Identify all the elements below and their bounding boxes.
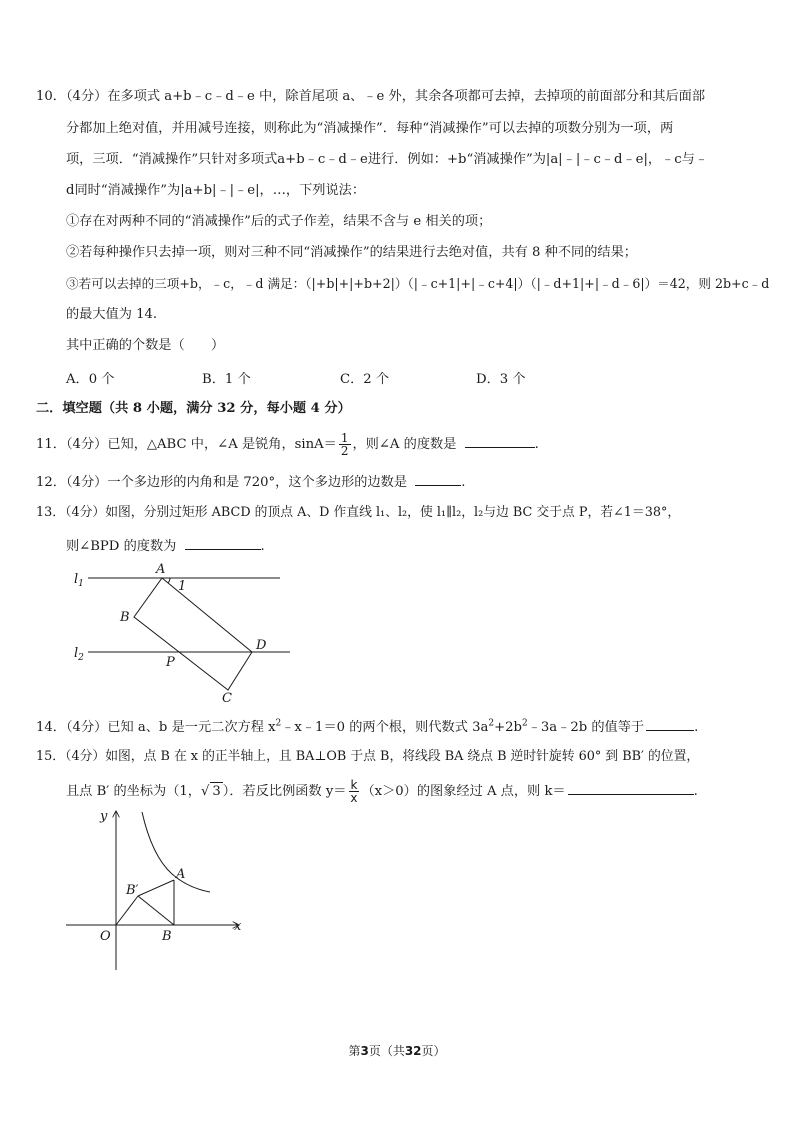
q14-line <box>36 716 698 737</box>
q15-text-mid: ）．若反比例函数 y＝ <box>222 784 347 799</box>
label-x-axis: x <box>234 919 242 934</box>
q10-question: 其中正确的个数是（ ） <box>66 338 225 353</box>
q12-text: 12．（4分）一个多边形的内角和是 720°，这个多边形的边数是 <box>36 475 408 490</box>
section-heading-fill-in: 二．填空题（共 8 小题，满分 32 分，每小题 4 分） <box>36 401 351 416</box>
segment-b-prime-b <box>138 896 174 925</box>
label-l1: $l_1$ <box>74 572 84 589</box>
q13-line-2 <box>66 535 265 556</box>
q13-figure <box>70 562 300 704</box>
q11-text-post: ，则∠A 的度数是 <box>352 437 457 452</box>
label-y-axis: y <box>100 809 108 824</box>
segment-ob-prime <box>116 896 138 925</box>
q14-text-mid2: +2b <box>494 720 522 735</box>
footer-page-number: 3 <box>360 1044 369 1058</box>
sqrt-symbol: √ <box>200 784 210 799</box>
q15-answer-blank[interactable] <box>568 780 694 795</box>
label-b: B <box>120 610 130 625</box>
rectangle-abcd <box>134 578 252 690</box>
label-d: D <box>256 638 267 653</box>
q11-line <box>36 432 539 457</box>
q10-line-4: d同时“消减操作”为|a+b|﹣|﹣e|，…，下列说法： <box>66 183 366 198</box>
label-c: C <box>222 691 232 704</box>
q15-line-1: 15．（4分）如图，点 B 在 x 的正半轴上，且 BA⊥OB 于点 B，将线段 BA 绕点 B 逆时针旋转 60° 到 BB′ 的位置， <box>36 749 700 764</box>
q15-fraction-numerator: k <box>350 778 358 792</box>
footer-post: 页） <box>421 1044 446 1058</box>
q12-period: . <box>461 475 466 490</box>
choice-b[interactable]: B．1 个 <box>202 372 251 387</box>
q14-exponent-1: 2 <box>275 718 282 729</box>
q11-fraction <box>339 432 351 457</box>
q13-period: . <box>260 539 265 554</box>
q11-fraction-numerator: 1 <box>340 431 349 445</box>
q15-fraction <box>349 779 360 804</box>
q10-line-1: 10．（4分）在多项式 a+b﹣c﹣d﹣e 中，除首尾项 a、﹣e 外，其余各项都可去掉，去掉项的前面部分和其后面部 <box>36 89 706 104</box>
q14-exponent-2: 2 <box>488 718 495 729</box>
q13-text: 则∠BPD 的度数为 <box>66 539 177 554</box>
q13-answer-blank[interactable] <box>185 535 261 550</box>
q12-line <box>36 471 465 492</box>
q13-line-1: 13．（4分）如图，分别过矩形 ABCD 的顶点 A、D 作直线 l₁、l₂，使 l₁∥l₂，l₂与边 BC 交于点 P，若∠1＝38°， <box>36 505 681 520</box>
page-footer <box>0 1042 794 1059</box>
q15-fraction-denominator: x <box>350 791 358 805</box>
q11-period: . <box>534 437 539 452</box>
q15-text-pre: 且点 B′ 的坐标为（1， <box>66 784 201 799</box>
q15-figure <box>60 804 260 976</box>
q11-text: 11．（4分）已知，△ABC 中，∠A 是锐角，sinA＝ <box>36 437 337 452</box>
choice-d[interactable]: D．3 个 <box>476 372 526 387</box>
label-p: P <box>166 655 175 670</box>
q10-statement-3: ③若可以去掉的三项+b，﹣c，﹣d 满足：（|+b|+|+b+2|）（|﹣c+1|+|﹣c+4|）（|﹣d+1|+|﹣d﹣6|）＝42，则 2b+c﹣d <box>66 276 770 291</box>
q14-exponent-3: 2 <box>521 718 528 729</box>
q15-line-2 <box>66 779 698 804</box>
q15-sqrt-radicand: 3 <box>212 784 221 799</box>
q10-statement-1: ①存在对两种不同的“消减操作”后的式子作差，结果不含与 e 相关的项； <box>66 214 492 229</box>
choice-c[interactable]: C．2 个 <box>340 372 390 387</box>
q11-fraction-denominator: 2 <box>340 444 349 458</box>
q10-statement-3-cont: 的最大值为 14. <box>66 307 158 322</box>
q15-period: . <box>693 784 698 799</box>
label-origin: O <box>100 929 111 944</box>
footer-total-pages: 32 <box>404 1044 422 1058</box>
q14-text-post: ﹣3a﹣2b 的值等于 <box>527 720 645 735</box>
label-l2: $l_2$ <box>74 646 84 663</box>
q11-answer-blank[interactable] <box>465 433 535 448</box>
label-b: B <box>162 929 172 944</box>
q14-answer-blank[interactable] <box>646 716 694 731</box>
q15-text-post: （x＞0）的图象经过 A 点，则 k＝ <box>361 784 566 799</box>
q10-statement-2: ②若每种操作只去掉一项，则对三种不同“消减操作”的结果进行去绝对值，共有 8 种不同的结果； <box>66 245 637 260</box>
q10-line-3: 项，三项．“消减操作”只针对多项式a+b﹣c﹣d﹣e进行．例如：+b“消减操作”为|a|﹣|﹣c﹣d﹣e|，﹣c与﹣ <box>66 152 709 167</box>
q10-line-2: 分都加上绝对值，并用减号连接，则称此为“消减操作”．每种“消减操作”可以去掉的项数分别为一项，两 <box>66 121 674 136</box>
segment-b-prime-a <box>138 880 174 896</box>
label-b-prime: B′ <box>126 883 139 898</box>
label-a: A <box>176 867 186 882</box>
q14-period: . <box>694 720 699 735</box>
label-a: A <box>156 562 166 577</box>
choice-a[interactable]: A．0 个 <box>66 372 115 387</box>
label-angle-1: 1 <box>178 579 187 594</box>
footer-mid: 页（共 <box>368 1044 405 1058</box>
q14-text-mid: ﹣x﹣1＝0 的两个根，则代数式 3a <box>281 720 489 735</box>
angle-1-arc <box>168 578 170 583</box>
footer-pre: 第 <box>348 1044 361 1058</box>
q12-answer-blank[interactable] <box>415 471 461 486</box>
q14-text-pre: 14．（4分）已知 a、b 是一元二次方程 x <box>36 720 276 735</box>
